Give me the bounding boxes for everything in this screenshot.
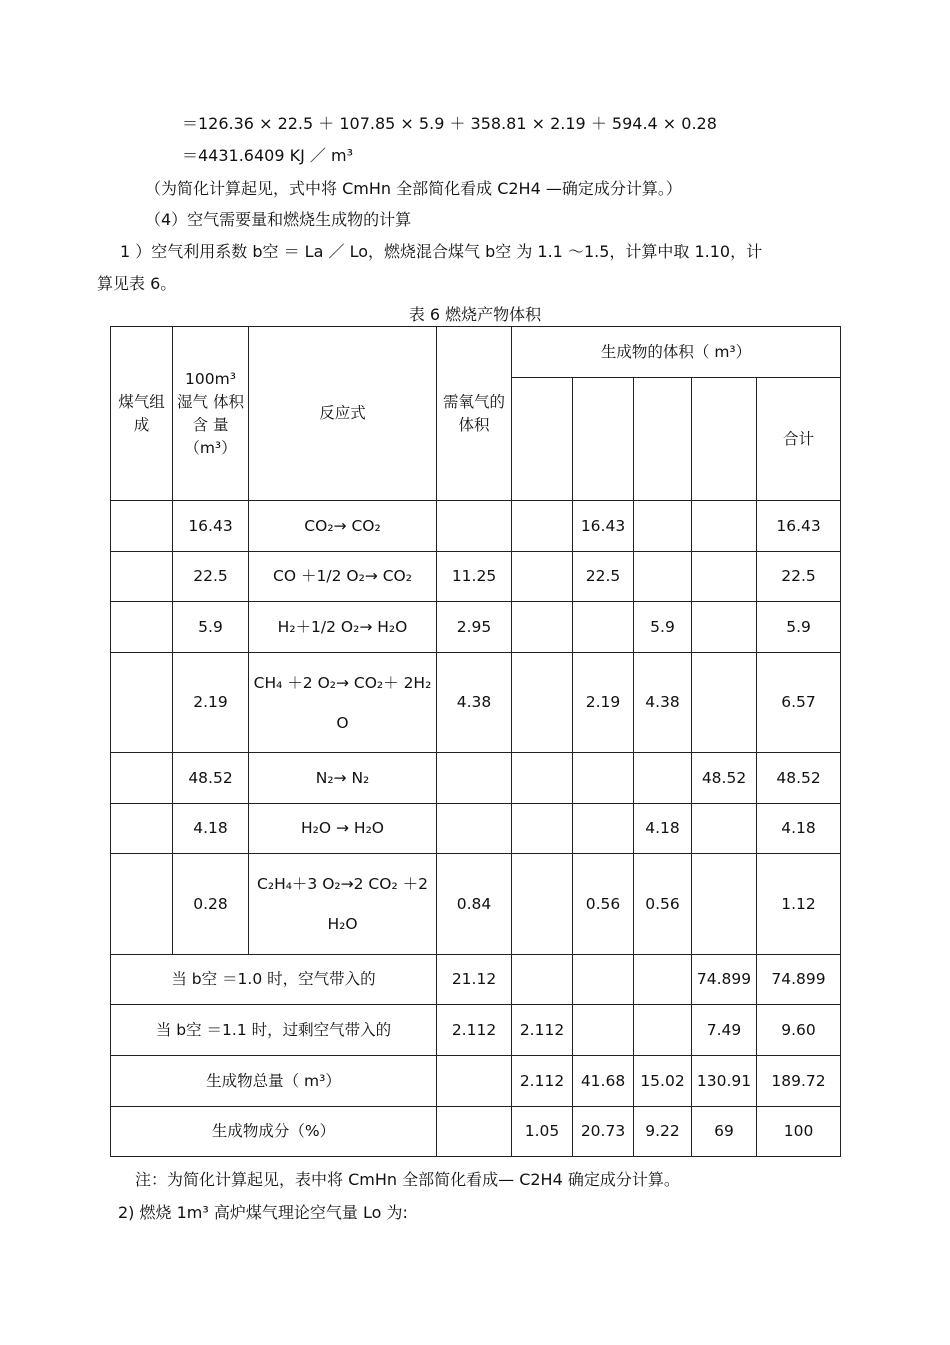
- cell-total: 22.5: [757, 552, 841, 602]
- cell-c2: [573, 602, 634, 653]
- cell-c1: [512, 854, 573, 955]
- cell-vol: 4.18: [173, 804, 249, 854]
- cell-comp: [111, 501, 173, 552]
- cell-vol: 16.43: [173, 501, 249, 552]
- summary-label: 当 b空 ＝1.1 时，过剩空气带入的: [111, 1005, 437, 1056]
- summary-row: [111, 1107, 841, 1157]
- cell-c1: 2.112: [512, 1005, 573, 1056]
- cell-c4: 69: [692, 1107, 757, 1157]
- cell-c3: 4.38: [634, 653, 692, 753]
- cell-o2: [437, 753, 512, 804]
- cell-c1: [512, 602, 573, 653]
- cell-c1: 2.112: [512, 1056, 573, 1107]
- cell-comp: [111, 653, 173, 753]
- header-blank-3: [634, 378, 692, 501]
- summary-label: 当 b空 ＝1.0 时，空气带入的: [111, 955, 437, 1005]
- cell-c1: [512, 653, 573, 753]
- cell-c3: [634, 955, 692, 1005]
- header-blank-1: [512, 378, 573, 501]
- simplify-note: （为简化计算起见，式中将 CmHn 全部简化看成 C2H4 —确定成分计算。）: [145, 179, 682, 198]
- cell-total: 189.72: [757, 1056, 841, 1107]
- cell-c4: [692, 804, 757, 854]
- cell-reaction: N₂→ N₂: [249, 753, 437, 804]
- cell-o2: 0.84: [437, 854, 512, 955]
- cell-c2: 16.43: [573, 501, 634, 552]
- summary-row: [111, 1056, 841, 1107]
- cell-c2: 41.68: [573, 1056, 634, 1107]
- cell-c2: 20.73: [573, 1107, 634, 1157]
- item-2-text: 2) 燃烧 1m³ 高炉煤气理论空气量 Lo 为:: [118, 1203, 408, 1222]
- cell-c2: 22.5: [573, 552, 634, 602]
- table-row: [111, 804, 841, 854]
- cell-reaction: H₂＋1/2 O₂→ H₂O: [249, 602, 437, 653]
- table-row: [111, 602, 841, 653]
- cell-c4: [692, 653, 757, 753]
- header-products-volume: 生成物的体积（ m³）: [512, 327, 841, 378]
- cell-total: 6.57: [757, 653, 841, 753]
- cell-total: 9.60: [757, 1005, 841, 1056]
- cell-o2: [437, 1107, 512, 1157]
- cell-c1: [512, 804, 573, 854]
- cell-o2: 21.12: [437, 955, 512, 1005]
- cell-o2: 2.95: [437, 602, 512, 653]
- cell-vol: 2.19: [173, 653, 249, 753]
- cell-c3: [634, 1005, 692, 1056]
- paragraph-1-line-1: 1 ）空气利用系数 b空 ＝ La ／ Lo，燃烧混合煤气 b空 为 1.1 ～1.5，计算中取 1.10，计: [120, 242, 763, 261]
- header-blank-2: [573, 378, 634, 501]
- cell-c4: [692, 602, 757, 653]
- cell-total: 1.12: [757, 854, 841, 955]
- header-total: 合计: [757, 378, 841, 501]
- cell-reaction: CO₂→ CO₂: [249, 501, 437, 552]
- cell-c3: [634, 753, 692, 804]
- summary-label: 生成物成分（%）: [111, 1107, 437, 1157]
- table-note: 注：为简化计算起见，表中将 CmHn 全部简化看成— C2H4 确定成分计算。: [135, 1170, 680, 1189]
- header-gas-component: 煤气组成: [111, 327, 173, 501]
- cell-total: 48.52: [757, 753, 841, 804]
- cell-c2: [573, 753, 634, 804]
- cell-vol: 5.9: [173, 602, 249, 653]
- cell-vol: 22.5: [173, 552, 249, 602]
- cell-c3: [634, 552, 692, 602]
- cell-comp: [111, 602, 173, 653]
- cell-o2: [437, 1056, 512, 1107]
- cell-comp: [111, 753, 173, 804]
- cell-c3: 0.56: [634, 854, 692, 955]
- cell-c3: [634, 501, 692, 552]
- cell-o2: 2.112: [437, 1005, 512, 1056]
- table-row: [111, 552, 841, 602]
- cell-o2: [437, 804, 512, 854]
- cell-total: 74.899: [757, 955, 841, 1005]
- cell-c1: [512, 501, 573, 552]
- summary-row: [111, 955, 841, 1005]
- equation-line-1: ＝126.36 × 22.5 ＋ 107.85 × 5.9 ＋ 358.81 × 2.19 ＋ 594.4 × 0.28: [182, 114, 717, 133]
- cell-c3: 4.18: [634, 804, 692, 854]
- cell-c3: 5.9: [634, 602, 692, 653]
- table-row: [111, 753, 841, 804]
- cell-comp: [111, 854, 173, 955]
- cell-c2: 0.56: [573, 854, 634, 955]
- cell-comp: [111, 804, 173, 854]
- cell-total: 100: [757, 1107, 841, 1157]
- header-wet-volume: 100m³ 湿气 体积含 量 （m³）: [173, 327, 249, 501]
- cell-c2: [573, 1005, 634, 1056]
- cell-total: 5.9: [757, 602, 841, 653]
- table-row: [111, 501, 841, 552]
- cell-total: 16.43: [757, 501, 841, 552]
- cell-c4: 48.52: [692, 753, 757, 804]
- section-4-heading: （4）空气需要量和燃烧生成物的计算: [145, 210, 412, 229]
- cell-c1: [512, 552, 573, 602]
- summary-label: 生成物总量（ m³）: [111, 1056, 437, 1107]
- cell-o2: [437, 501, 512, 552]
- cell-c4: 130.91: [692, 1056, 757, 1107]
- cell-c2: [573, 804, 634, 854]
- cell-comp: [111, 552, 173, 602]
- cell-c3: 15.02: [634, 1056, 692, 1107]
- cell-reaction: H₂O → H₂O: [249, 804, 437, 854]
- equation-line-2: ＝4431.6409 KJ ／ m³: [182, 146, 353, 165]
- cell-c2: 2.19: [573, 653, 634, 753]
- cell-c4: [692, 854, 757, 955]
- cell-c1: [512, 753, 573, 804]
- summary-row: [111, 1005, 841, 1056]
- header-blank-4: [692, 378, 757, 501]
- cell-c4: [692, 552, 757, 602]
- cell-reaction: CO ＋1/2 O₂→ CO₂: [249, 552, 437, 602]
- table-row: [111, 653, 841, 753]
- table-caption: 表 6 燃烧产物体积: [408, 305, 542, 324]
- cell-vol: 48.52: [173, 753, 249, 804]
- cell-o2: 4.38: [437, 653, 512, 753]
- cell-reaction: CH₄ ＋2 O₂→ CO₂＋ 2H₂O: [249, 653, 437, 753]
- header-reaction: 反应式: [249, 327, 437, 501]
- cell-total: 4.18: [757, 804, 841, 854]
- cell-c2: [573, 955, 634, 1005]
- cell-o2: 11.25: [437, 552, 512, 602]
- cell-c1: [512, 955, 573, 1005]
- table-row: [111, 854, 841, 955]
- cell-reaction: C₂H₄＋3 O₂→2 CO₂ ＋2 H₂O: [249, 854, 437, 955]
- cell-c3: 9.22: [634, 1107, 692, 1157]
- combustion-products-table: [110, 326, 841, 1157]
- cell-c4: [692, 501, 757, 552]
- cell-vol: 0.28: [173, 854, 249, 955]
- header-oxygen-needed: 需氧气的体积: [437, 327, 512, 501]
- cell-c4: 74.899: [692, 955, 757, 1005]
- paragraph-1-line-2: 算见表 6。: [97, 274, 177, 293]
- cell-c1: 1.05: [512, 1107, 573, 1157]
- cell-c4: 7.49: [692, 1005, 757, 1056]
